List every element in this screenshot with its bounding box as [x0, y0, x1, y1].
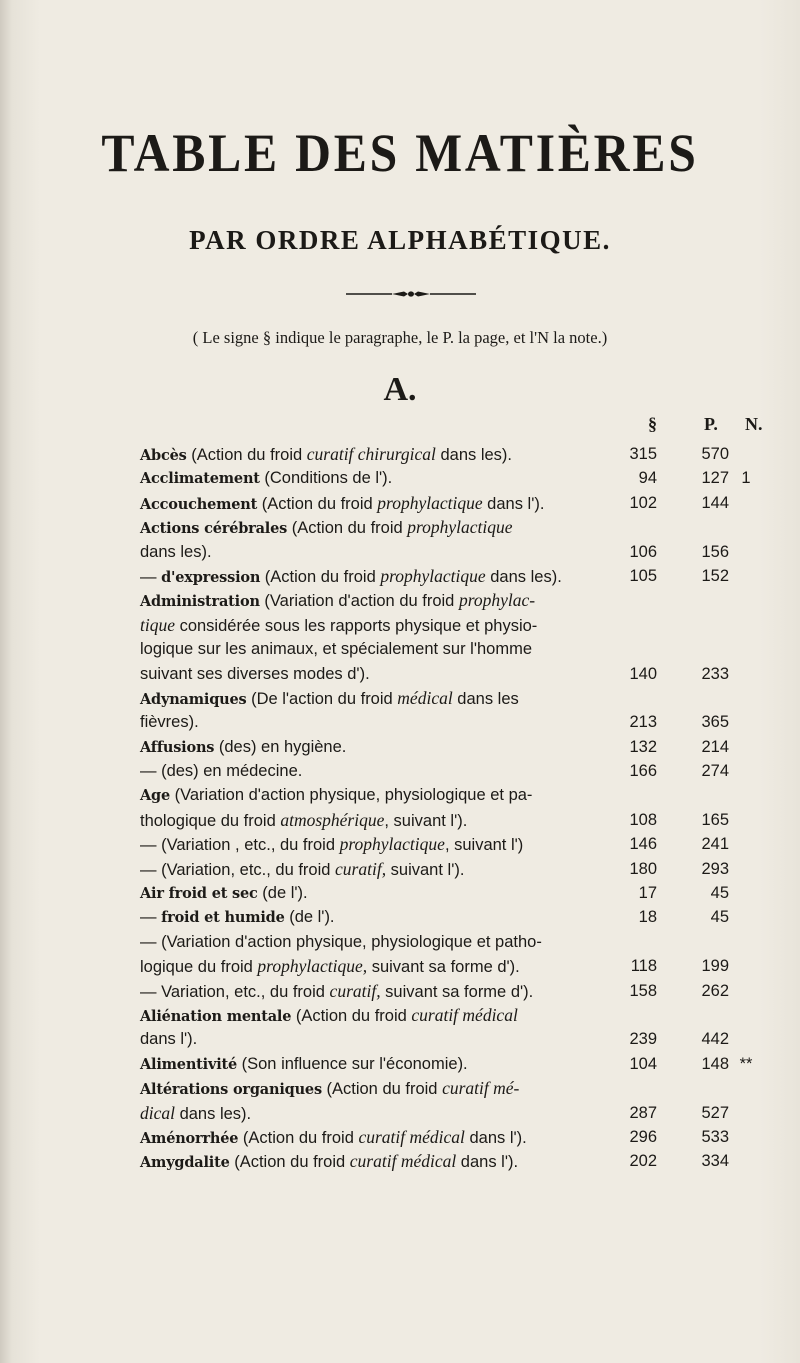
ornament-rule-icon: [346, 290, 476, 298]
column-header-page: P.: [704, 414, 718, 434]
entry-page-number: 365: [701, 713, 729, 732]
entry-note-number: [736, 491, 756, 515]
entry-italic-text: atmosphérique: [280, 809, 385, 830]
entry-section-number: 17: [638, 884, 657, 903]
entry-headword: Accouchement: [140, 495, 258, 513]
entry-line: [140, 588, 615, 612]
entry-line: [140, 783, 615, 807]
entry-headword: Aménorrhée: [140, 1129, 239, 1147]
entry-page-number: 533: [701, 1127, 729, 1146]
entry-page-number: 127: [701, 469, 729, 488]
entry-note-number: [736, 759, 756, 783]
entry-text: (des) en hygiène.: [214, 737, 347, 756]
entry-section-number: 118: [630, 957, 657, 976]
entry-italic-text: curatif médical: [358, 1126, 465, 1147]
entry-line: [140, 1027, 615, 1051]
index-entry: [140, 905, 760, 929]
entry-section-number: 104: [629, 1054, 657, 1073]
entry-line: [140, 442, 615, 466]
entry-text: dans les: [452, 689, 519, 708]
entry-line: [140, 759, 615, 783]
entry-headword: Abcès: [140, 447, 187, 464]
entry-section-number: 166: [629, 762, 657, 781]
entry-italic-text: médical: [397, 687, 453, 708]
entry-section-number: 94: [638, 469, 657, 488]
entry-section-number: 106: [629, 542, 657, 561]
index-entry: [140, 881, 760, 905]
entry-text: suivant l').: [386, 860, 465, 879]
entry-section-number: 180: [629, 859, 657, 878]
entry-text: — Variation, etc., du froid: [140, 982, 330, 1001]
entry-text: (Action du froid: [257, 494, 378, 513]
entry-line: [140, 1125, 615, 1149]
entry-italic-text: prophylactique: [380, 565, 486, 586]
entry-text: (Action du froid: [238, 1128, 359, 1147]
index-entry: [140, 491, 760, 515]
entry-text: (Action du froid: [229, 1153, 350, 1172]
entry-note-number: 1: [741, 469, 751, 488]
entry-text: —: [140, 908, 162, 927]
entry-text: dans l').: [456, 1153, 519, 1172]
entry-section-number: 287: [629, 1103, 657, 1122]
entry-note-number: [736, 881, 756, 905]
entry-text: dans les).: [140, 542, 212, 561]
entry-page-number: 570: [701, 445, 729, 463]
entry-line: [140, 540, 615, 564]
index-entry: [140, 1149, 760, 1173]
column-header-section: §: [648, 414, 657, 434]
entry-section-number: 158: [629, 981, 657, 1000]
entry-italic-text: prophylactique: [377, 492, 483, 513]
entry-note-number: [736, 540, 756, 564]
entry-text: (Variation d'action du froid: [259, 592, 459, 611]
index-entry: [140, 783, 760, 832]
entry-headword: Adynamiques: [140, 690, 247, 708]
entry-page-number: 45: [710, 908, 729, 927]
entry-page-number: 442: [701, 1030, 729, 1049]
entry-note-number: [736, 564, 756, 588]
entry-italic-text: prophylactique,: [257, 956, 368, 977]
entry-text: fièvres).: [140, 713, 199, 732]
entry-page-number: 199: [701, 957, 729, 976]
entry-note-number: [736, 1149, 756, 1173]
entry-text: dans l').: [482, 494, 545, 513]
entry-page-number: 214: [701, 737, 729, 756]
entry-italic-text: curatif,: [329, 980, 381, 1001]
index-entry: [140, 466, 760, 490]
index-entry: [140, 564, 760, 588]
entry-note-number: [736, 954, 756, 978]
section-letter: A.: [383, 371, 417, 408]
entry-section-number: 140: [629, 664, 657, 683]
entry-line: [140, 564, 615, 588]
entry-text: suivant sa forme d').: [367, 958, 520, 977]
entry-text: (Action du froid: [186, 446, 307, 464]
index-entry: [140, 1076, 760, 1125]
index-entry: [140, 735, 760, 759]
entry-italic-text: curatif médical: [349, 1151, 457, 1172]
entry-line: [140, 686, 615, 710]
entry-italic-text: tique: [140, 614, 175, 635]
entry-headword: froid et humide: [161, 909, 285, 927]
index-entry: [140, 930, 760, 979]
entry-section-number: 132: [629, 737, 657, 756]
entry-text: (Variation d'action physique, physiologique et pa-: [170, 786, 533, 805]
entry-section-number: 202: [629, 1152, 657, 1171]
entry-page-number: 148: [701, 1054, 729, 1073]
entry-text: —: [140, 567, 162, 586]
index-entry: [140, 759, 760, 783]
entry-text: — (Variation , etc., du froid: [140, 836, 340, 855]
index-entry: [140, 588, 760, 686]
entry-line: [140, 662, 615, 686]
entry-note-number: [736, 710, 756, 734]
index-entry: [140, 979, 760, 1003]
entry-page-number: 233: [701, 664, 729, 683]
entry-text: dans l').: [464, 1128, 527, 1147]
entry-line: [140, 881, 615, 905]
entry-line: [140, 1149, 615, 1173]
entry-headword: Acclimatement: [140, 470, 260, 488]
entry-text: logique sur les animaux, et spécialement sur l'homme: [140, 640, 533, 659]
entry-note-number: [736, 1027, 756, 1051]
entry-page-number: 144: [701, 493, 729, 512]
entry-line: [140, 1076, 615, 1100]
index-entries: [140, 442, 760, 1174]
entry-headword: Air froid et sec: [140, 885, 258, 903]
entry-text: (Conditions de l').: [259, 469, 393, 488]
entry-text: (de l').: [257, 884, 308, 903]
entry-page-number: 156: [701, 542, 729, 561]
entry-section-number: 315: [629, 445, 657, 463]
page-title: TABLE DES MATIÈRES: [101, 123, 699, 183]
entry-line: [140, 832, 615, 856]
entry-text: (De l'action du froid: [246, 689, 398, 708]
column-header-note: N.: [745, 414, 763, 434]
index-entry: [140, 1003, 760, 1052]
entry-note-number: [736, 442, 756, 466]
page-subtitle: PAR ORDRE ALPHABÉTIQUE.: [189, 225, 611, 255]
entry-note-number: [736, 905, 756, 929]
entry-page-number: 293: [701, 859, 729, 878]
entry-page-number: 165: [701, 810, 729, 829]
entry-line: [140, 466, 615, 490]
entry-text: logique du froid: [140, 958, 258, 977]
index-entry: [140, 1052, 760, 1076]
entry-section-number: 296: [629, 1127, 657, 1146]
entry-line: [140, 979, 615, 1003]
entry-line: [140, 1003, 615, 1027]
index-entry: [140, 515, 760, 564]
entry-headword: Actions cérébrales: [140, 520, 288, 538]
entry-text: (Action du froid: [287, 519, 408, 538]
entry-line: [140, 710, 615, 734]
entry-note-number: [736, 857, 756, 881]
entry-section-number: 146: [629, 835, 657, 854]
entry-note-number: [736, 735, 756, 759]
entry-text: — (Variation, etc., du froid: [140, 860, 336, 879]
entry-line: [140, 735, 615, 759]
entry-line: [140, 1052, 615, 1076]
entry-page-number: 274: [701, 762, 729, 781]
entry-text: , suivant l'): [444, 836, 524, 855]
entry-line: [140, 515, 615, 539]
entry-text: — (des) en médecine.: [140, 762, 303, 781]
entry-section-number: 239: [629, 1030, 657, 1049]
entry-section-number: 18: [638, 908, 657, 927]
entry-italic-text: curatif médical: [411, 1004, 518, 1025]
index-entry: [140, 442, 760, 466]
entry-italic-text: prophylac-: [458, 590, 536, 611]
entry-line: [140, 613, 615, 637]
entry-italic-text: curatif,: [335, 858, 387, 879]
index-entry: [140, 857, 760, 881]
entry-section-number: 102: [629, 493, 657, 512]
entry-text: dans les).: [175, 1104, 252, 1123]
entry-line: [140, 930, 615, 954]
entry-line: [140, 905, 615, 929]
entry-italic-text: prophylactique: [407, 517, 513, 538]
entry-text: dans les).: [485, 567, 562, 586]
index-entry: [140, 832, 760, 856]
entry-headword: Affusions: [140, 738, 215, 756]
entry-page-number: 152: [701, 566, 729, 585]
entry-section-number: 108: [629, 810, 657, 829]
entry-text: dans l').: [140, 1030, 198, 1049]
entry-note-number: [736, 808, 756, 832]
entry-line: [140, 491, 615, 515]
entry-text: considérée sous les rapports physique et physio-: [175, 616, 538, 635]
entry-headword: Amygdalite: [140, 1154, 230, 1172]
entry-note-number: [736, 979, 756, 1003]
entry-text: — (Variation d'action physique, physiologique et patho-: [140, 932, 542, 951]
entry-text: (Action du froid: [291, 1006, 412, 1025]
entry-italic-text: curatif chirurgical: [306, 444, 436, 464]
entry-line: [140, 1101, 615, 1125]
entry-headword: Alimentivité: [140, 1055, 238, 1073]
entry-headword: Altérations organiques: [140, 1081, 322, 1099]
entry-section-number: 105: [629, 566, 657, 585]
abbreviation-legend: ( Le signe § indique le paragraphe, le P. la page, et l'N la note.): [192, 328, 608, 347]
entry-text: (Action du froid: [321, 1080, 443, 1099]
entry-page-number: 262: [701, 981, 729, 1000]
entry-text: , suivant l').: [384, 811, 468, 830]
entry-text: suivant sa forme d').: [380, 982, 534, 1001]
entry-note-number: [736, 832, 756, 856]
index-entry: [140, 686, 760, 735]
entry-note-number: **: [739, 1054, 753, 1073]
entry-headword: Administration: [140, 593, 260, 611]
entry-text: (de l').: [284, 908, 335, 927]
entry-line: [140, 808, 615, 832]
entry-text: suivant ses diverses modes d').: [140, 664, 370, 683]
entry-line: [140, 637, 615, 661]
entry-line: [140, 857, 615, 881]
entry-line: [140, 954, 615, 978]
entry-headword: Age: [140, 787, 171, 805]
entry-page-number: 241: [701, 835, 729, 854]
entry-italic-text: curatif mé-: [442, 1078, 520, 1099]
index-entry: [140, 1125, 760, 1149]
entry-headword: d'expression: [161, 568, 261, 586]
entry-note-number: [736, 1125, 756, 1149]
entry-italic-text: dical: [140, 1102, 175, 1123]
entry-text: thologique du froid: [140, 811, 281, 830]
entry-text: (Action du froid: [260, 567, 381, 586]
entry-page-number: 334: [701, 1152, 729, 1171]
entry-headword: Aliénation mentale: [140, 1007, 292, 1025]
entry-page-number: 45: [710, 884, 729, 903]
entry-italic-text: prophylactique: [339, 834, 445, 855]
entry-note-number: [736, 1101, 756, 1125]
entry-page-number: 527: [701, 1103, 729, 1122]
entry-section-number: 213: [629, 713, 657, 732]
entry-note-number: [736, 662, 756, 686]
entry-text: dans les).: [435, 446, 513, 464]
entry-text: (Son influence sur l'économie).: [237, 1054, 468, 1073]
